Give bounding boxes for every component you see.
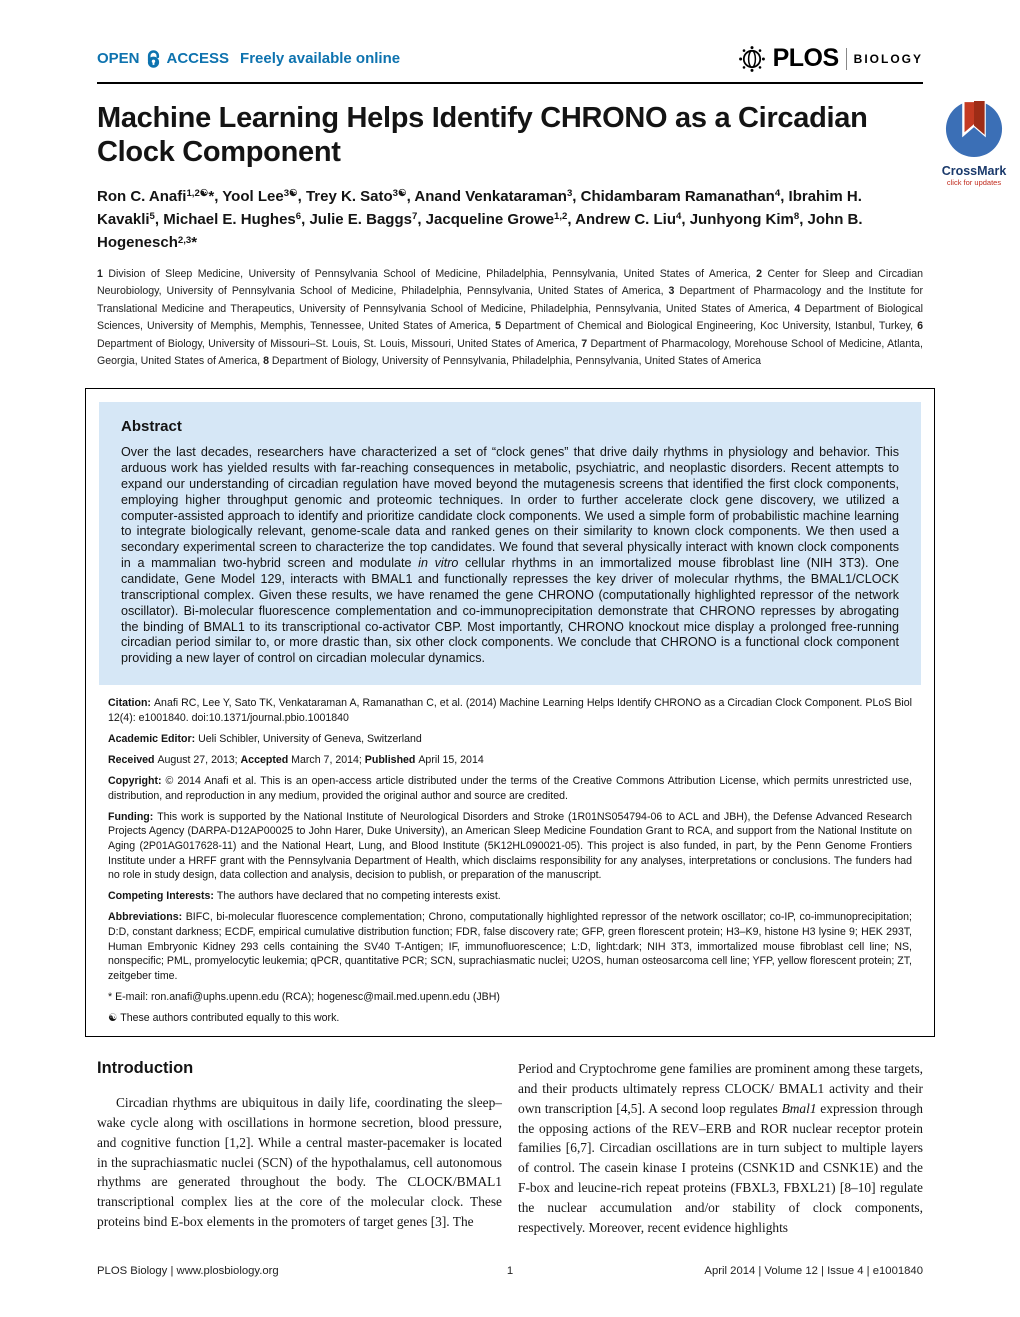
intro-paragraph-left: Circadian rhythms are ubiquitous in daily life, coordinating the sleep–wake cycle along with oscillations in hormone secretion, blood pressure, and cognitive function [1,2]. While a central master-pacemaker is located in the suprachiasmatic nuclei (SCN) of the hypothalamus, cell autonomous rhythms are generated throughout the body. The CLOCK/BMAL1 transcriptional complex lies at the core of the molecular clock. These proteins bind E-box elements in the promoters of target genes [3]. The [97, 1095, 502, 1230]
footer-issue-info: April 2014 | Volume 12 | Issue 4 | e1001840 [704, 1265, 923, 1277]
author-list: Ron C. Anafi$^{1,2☯}$*, Yool Lee$^{3☯}$, Trey K. Sato$^{3☯}$, Anand Venkataraman$^3$, Chidambaram Ramanathan$^4$, Ibrahim H. Kavakli$^5$, Michael E. Hughes$^6$, Julie E. Baggs$^7$, Jacqueline Growe$^{1,2}$, Andrew C. Liu$^4$, Junhyong Kim$^8$, John B. Hogenesch$^{2,3}$* [97, 187, 863, 252]
affiliations: 1 Division of Sleep Medicine, University of Pennsylvania School of Medicine, Philadelphia, Pennsylvania, United States of America, 2 Center for Sleep and Circadian Neurobiology, University of Pennsylvania School of Medicine, Philadelphia, Pennsylvania, United States of America, 3 Department of Pharmacology and the Institute for Translational Medicine and Therapeutics, University of Pennsylvania School of Medicine, Philadelphia, Pennsylvania, United States of America, 4 Department of Biological Sciences, University of Memphis, Memphis, Tennessee, United States of America, 5 Department of Chemical and Biological Engineering, Koc University, Istanbul, Turkey, 6 Department of Biology, University of Missouri–St. Louis, St. Louis, Missouri, United States of America, 7 Department of Pharmacology, Morehouse School of Medicine, Atlanta, Georgia, United States of America, 8 Department of Biology, University of Pennsylvania, Philadelphia, Pennsylvania, United States of America [97, 267, 924, 368]
logo-divider [846, 48, 847, 70]
meta-paragraph: Copyright: © 2014 Anafi et al. This is an open-access article distributed under the terms of the Creative Commons Attribution License, which permits unrestricted use, distribution, and reproduction in any medium, provided the original author and source are credited. [108, 775, 912, 802]
open-access-lock-icon [145, 49, 162, 69]
page-footer [97, 1265, 923, 1277]
journal-section-label: BIOLOGY [853, 51, 923, 66]
freely-available-text: Freely available online [240, 50, 401, 67]
intro-paragraph-right: Period and Cryptochrome gene families are prominent among these targets, and their products ultimately repress CLOCK/ BMAL1 activity and their own transcription [4,5]. A second loop regulates Bmal1 expression through the opposing actions of the REV–ERB and ROR nuclear receptor protein families [6,7]. Circadian oscillations are in turn subject to multiple layers of control. The casein kinase I proteins (CSNK1D and CSNK1E) and the F-box and leucine-rich repeat proteins (FBXL3, FBXL21) [8–10] regulate the nuclear accumulation and/or stability of clock components, respectively. Moreover, recent evidence highlights [518, 1061, 923, 1235]
footer-journal-url: PLOS Biology | www.plosbiology.org [97, 1265, 279, 1277]
plos-wordmark: PLOS [772, 44, 839, 72]
meta-paragraph: Abbreviations: BIFC, bi-molecular fluorescence complementation; Chrono, computationally highlighted repressor of the network oscillator; co-IP, co-immunoprecipitation; D:D, constant darkness; ECDF, empirical cumulative distribution function; FDR, false discovery rate; GFP, green florescent protein; H3–K9, histone H3 lysine 9; HEK 293T, Human Embryonic Kidney 293 cells containing the SV40 T-Antigen; IF, immunofluorescence; L:D, light:dark; NIH 3T3, immortalized mouse fibroblast cell line; NS, nonspecific; PML, promyelocytic leukemia; qPCR, quantitative PCR; SCN, suprachiasmatic nuclei; U2OS, human osteosarcoma cell line; YFP, yellow florescent protein; ZT, zeitgeber time. [108, 911, 912, 982]
open-access-banner [97, 49, 400, 69]
abstract-heading: Abstract [121, 418, 182, 436]
crossmark-label: CrossMark [941, 164, 1007, 178]
abstract-section [99, 402, 921, 685]
body-columns [97, 1059, 923, 1237]
meta-paragraph: Citation: Anafi RC, Lee Y, Sato TK, Venkataraman A, Ramanathan C, et al. (2014) Machine Learning Helps Identify CHRONO as a Circadian Clock Component. PLoS Biol 12(4): e1001840. doi:10.1371/journal.pbio.1001840 [108, 697, 912, 724]
open-access-open-word: OPEN [97, 50, 140, 67]
crossmark-badge[interactable] [936, 100, 1012, 187]
abstract-text: Over the last decades, researchers have characterized a set of “clock genes” that drive daily rhythms in physiology and behavior. This arduous work has yielded results with far-reaching consequences in metabolic, psychiatric, and neoplastic disorders. Recent attempts to expand our understanding of circadian regulation have moved beyond the mutagenesis screens that identified the first clock components, employing higher throughput genomic and proteomic techniques. In order to further accelerate clock gene discovery, we utilized a computer-assisted approach to identify and prioritize candidate clock components. We used a simple form of probabilistic machine learning to integrate biologically relevant, genome-scale data and ranked genes on their similarity to known clock components. We then used a secondary experimental screen to characterize the top candidates. We found that several physically interact with known clock components in a mammalian two-hybrid screen and modulate in vitro cellular rhythms in an immortalized mouse fibroblast line (NIH 3T3). One candidate, Gene Model 129, interacts with BMAL1 and functionally represses the key driver of molecular rhythms, the BMAL1/CLOCK transcriptional complex. Given these results, we have renamed the gene CHRONO (computationally highlighted repressor of the network oscillator). Bi-molecular fluorescence complementation and co-immunoprecipitation demonstrate that CHRONO represses by abrogating the binding of BMAL1 to its transcriptional co-activator CBP. Most importantly, CHRONO knockout mice display a prolonged free-running circadian period similar to, or more drastic than, six other clock components. We conclude that CHRONO is a functional clock component providing a new layer of control on circadian molecular dynamics. [121, 445, 899, 666]
open-access-access-word: ACCESS [166, 50, 230, 67]
right-column [518, 1059, 923, 1237]
journal-logo [738, 44, 923, 73]
meta-paragraph: Competing Interests: The authors have declared that no competing interests exist. [108, 890, 501, 903]
plos-globe-icon [738, 45, 766, 73]
meta-paragraph: Funding: This work is supported by the National Institute of Neurological Disorders and Stroke (1R01NS054794-06 to ACL and JBH), the Defense Advanced Research Projects Agency (DARPA-D12AP00025 to John Harer, Duke University), an American Sleep Medicine Foundation Grant to RCA, and support from the National Institute on Aging (2P01AG017628-11) and the National Heart, Lung, and Blood Institute (5K12HL090021-05). This project is also funded, in part, by the Penn Genome Frontiers Institute under a HRFF grant with the Pennsylvania Department of Health, which disclaims responsibility for any analyses, interpretations or conclusions. The funders had no role in study design, data collection and analysis, decision to publish, or preparation of the manuscript. [108, 810, 912, 882]
meta-paragraph: Received August 27, 2013; Accepted March 7, 2014; Published April 15, 2014 [108, 753, 484, 766]
meta-paragraph: ☯ These authors contributed equally to this work. [108, 1012, 340, 1025]
article-title: Machine Learning Helps Identify CHRONO as a Circadian Clock Component [97, 102, 868, 168]
meta-paragraph: * E-mail: ron.anafi@uphs.upenn.edu (RCA); hogenesc@mail.med.upenn.edu (JBH) [108, 990, 500, 1003]
crossmark-subtitle: click for updates [946, 178, 1002, 187]
introduction-heading: Introduction [97, 1059, 194, 1078]
left-column [97, 1059, 502, 1237]
article-metadata [99, 685, 921, 1026]
page-header [97, 44, 923, 84]
meta-paragraph: Academic Editor: Ueli Schibler, University of Geneva, Switzerland [108, 732, 422, 745]
abstract-meta-box [85, 388, 935, 1037]
crossmark-icon [945, 100, 1003, 158]
page-number: 1 [506, 1265, 514, 1277]
